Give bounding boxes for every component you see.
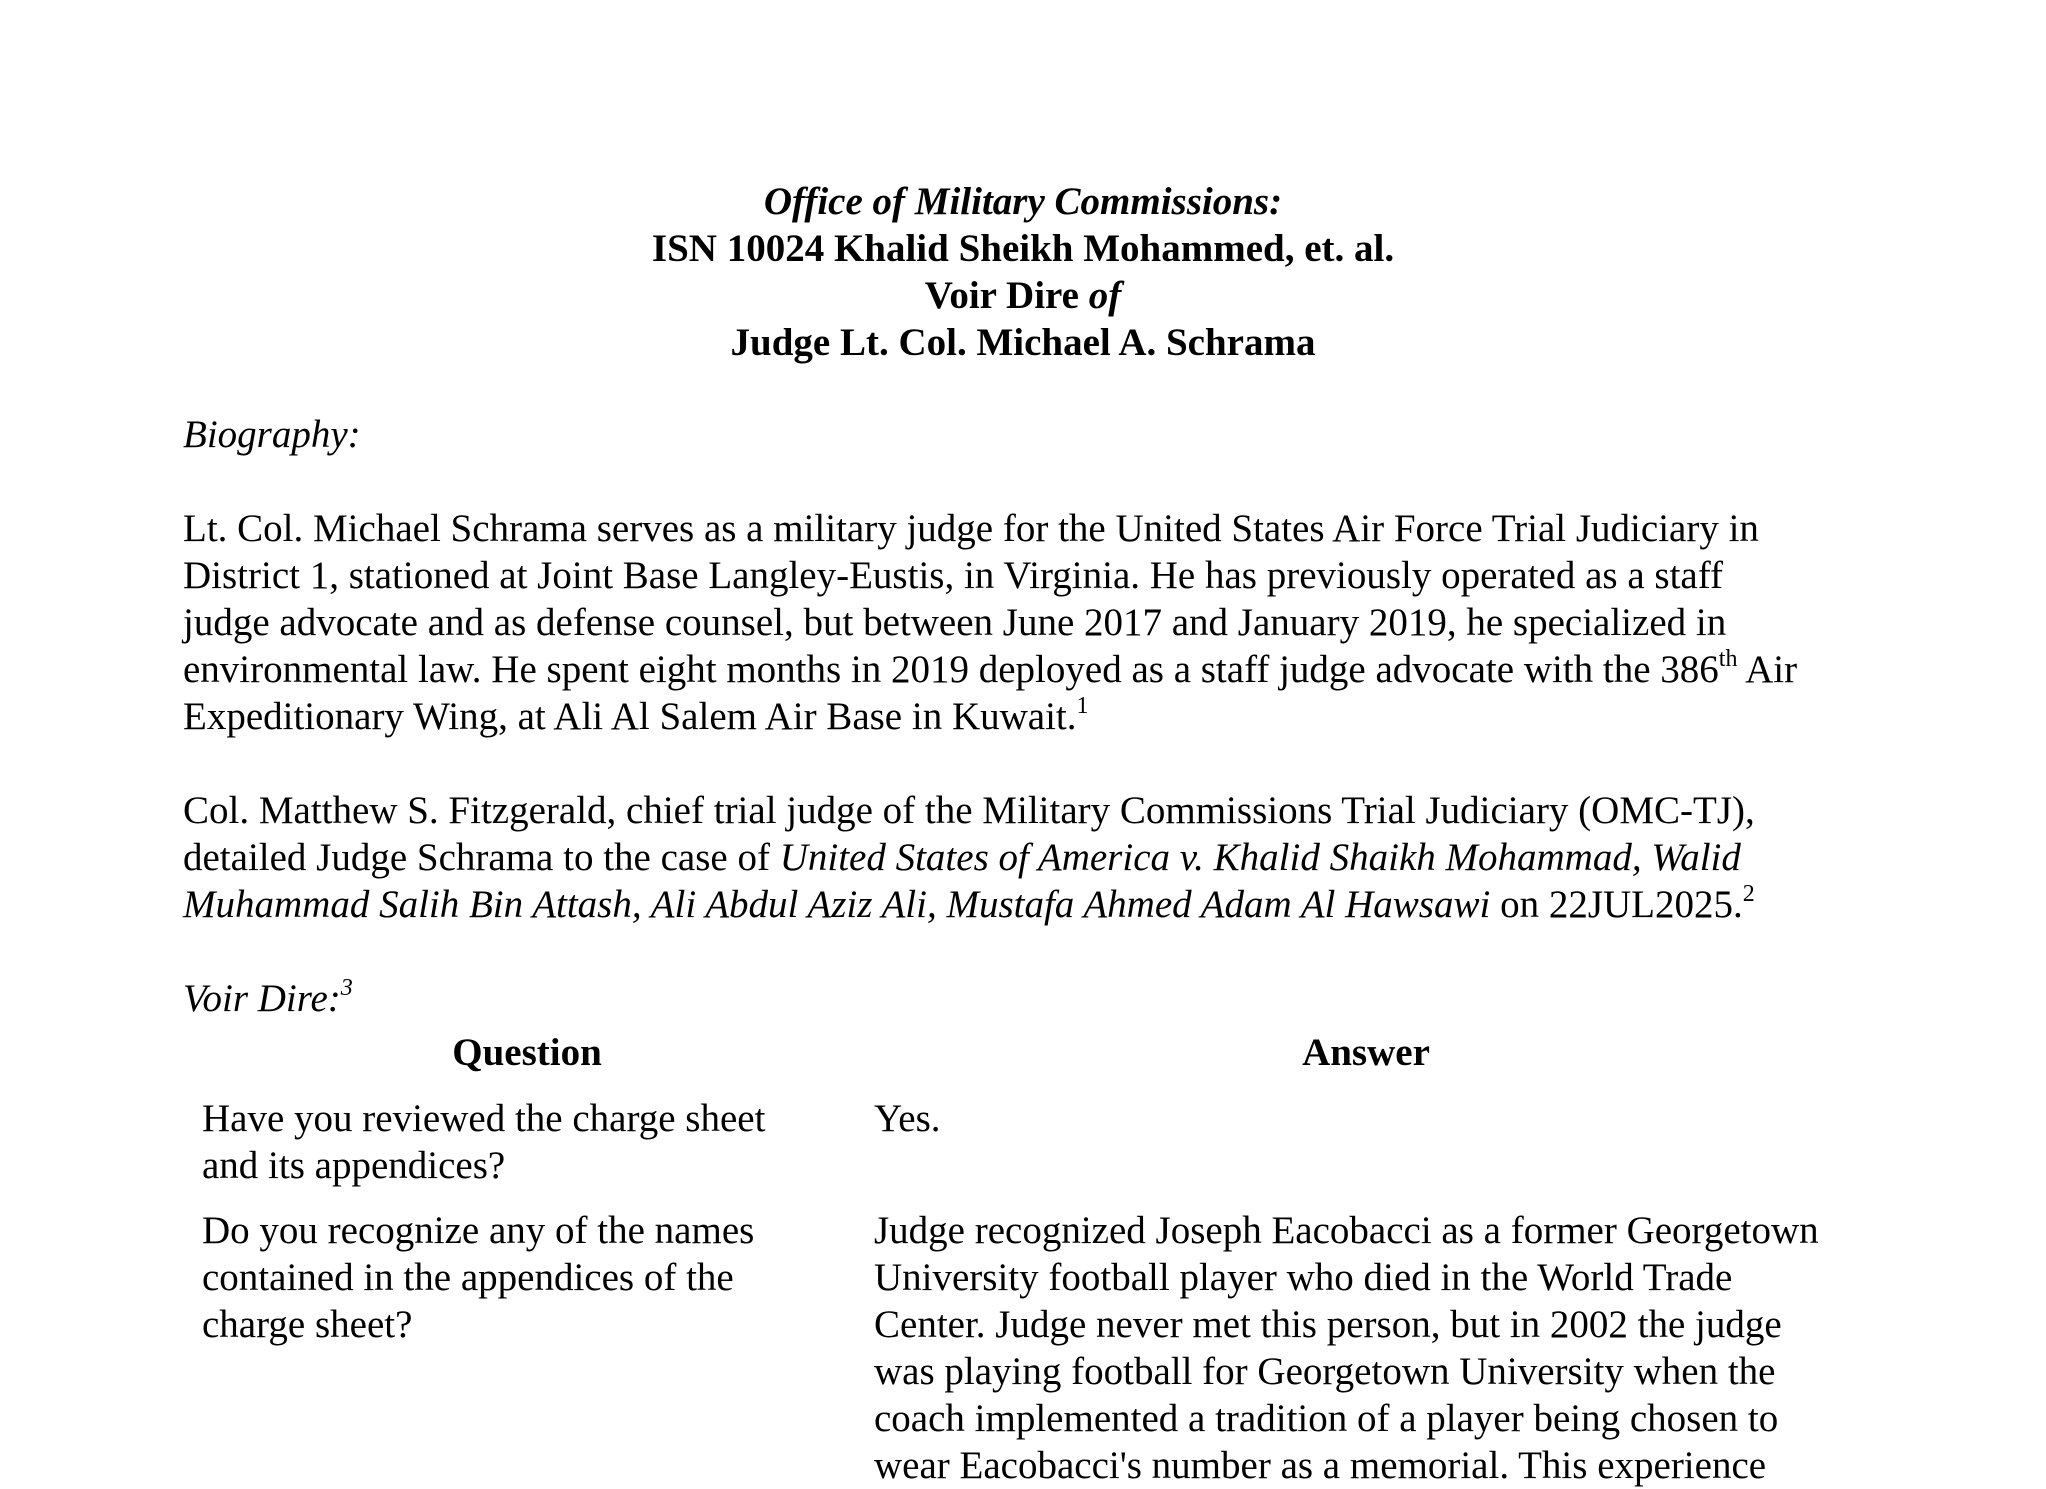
voir-dire-heading-text: Voir Dire: [183, 977, 341, 1020]
footnote-ref-3[interactable]: 3 [340, 975, 353, 1001]
case-name-part2: Muhammad Salih Bin Attash, Ali Abdul Aziz Ali, Mustafa Ahmed Adam Al Hawsawi [183, 883, 1491, 926]
answer-line: wear Eacobacci's number as a memorial. This experience [874, 1444, 1767, 1487]
biography-p2-line3-text: on 22JUL2025. [1490, 883, 1743, 926]
biography-p1-line1: Lt. Col. Michael Schrama serves as a military judge for the United States Air Force Trial Judiciary in [183, 507, 1759, 550]
question-line: and its appendices? [202, 1144, 506, 1187]
biography-p1-line4-end: Air [1737, 648, 1798, 691]
answer-line: Judge recognized Joseph Eacobacci as a former Georgetown [874, 1209, 1819, 1252]
biography-p2-line2-text: detailed Judge Schrama to the case of [183, 836, 780, 879]
answer-line: Center. Judge never met this person, but in 2002 the judge [874, 1303, 1782, 1346]
answer-line: University football player who died in the World Trade [874, 1256, 1733, 1299]
question-line: contained in the appendices of the [202, 1256, 734, 1299]
table-row-1-answer [874, 1095, 941, 1142]
biography-p1-line4-text: environmental law. He spent eight months in 2019 deployed as a staff judge advocate with the 386 [183, 648, 1719, 691]
answer-line: was playing football for Georgetown University when the [874, 1350, 1776, 1393]
header-voir-dire-text: Voir Dire [924, 274, 1089, 317]
case-name-part1: United States of America v. Khalid Shaikh Mohammad, Walid [779, 836, 1741, 879]
biography-p1-line2: District 1, stationed at Joint Base Langley-Eustis, in Virginia. He has previously operated as a staff [183, 554, 1724, 597]
biography-p2-line2 [183, 834, 1741, 881]
table-row-2-answer [874, 1207, 1819, 1489]
table-row-2-question [202, 1207, 754, 1348]
biography-p1-line5 [183, 693, 1089, 740]
footnote-sup-th: th [1718, 646, 1738, 672]
header-judge-name: Judge Lt. Col. Michael A. Schrama [730, 321, 1316, 364]
question-line: Do you recognize any of the names [202, 1209, 755, 1252]
header-voir-dire-title [0, 272, 2046, 319]
biography-p1-line3: judge advocate and as defense counsel, but between June 2017 and January 2019, he specialized in [183, 601, 1727, 644]
footnote-ref-2[interactable]: 2 [1742, 881, 1755, 907]
table-header-question: Question [452, 1031, 602, 1074]
biography-p2-line1: Col. Matthew S. Fitzgerald, chief trial judge of the Military Commissions Trial Judiciary (OMC-TJ), [183, 789, 1755, 832]
biography-heading: Biography: [183, 413, 361, 456]
answer-line: Yes. [874, 1097, 941, 1140]
question-line: charge sheet? [202, 1303, 413, 1346]
header-voir-dire-of: of [1088, 274, 1122, 317]
biography-p1-line5-text: Expeditionary Wing, at Ali Al Salem Air Base in Kuwait. [183, 695, 1077, 738]
table-row-1-question [202, 1095, 765, 1189]
table-header-answer: Answer [1302, 1031, 1430, 1074]
voir-dire-heading [183, 975, 353, 1022]
biography-p2-line3 [183, 881, 1755, 928]
biography-p1-line4 [183, 646, 1797, 693]
header-case-title: ISN 10024 Khalid Sheikh Mohammed, et. al. [651, 227, 1395, 270]
header-office-title: Office of Military Commissions: [763, 180, 1283, 223]
footnote-ref-1[interactable]: 1 [1076, 693, 1089, 719]
answer-line: coach implemented a tradition of a player being chosen to [874, 1397, 1779, 1440]
question-line: Have you reviewed the charge sheet [202, 1097, 766, 1140]
document-header [0, 178, 2046, 366]
